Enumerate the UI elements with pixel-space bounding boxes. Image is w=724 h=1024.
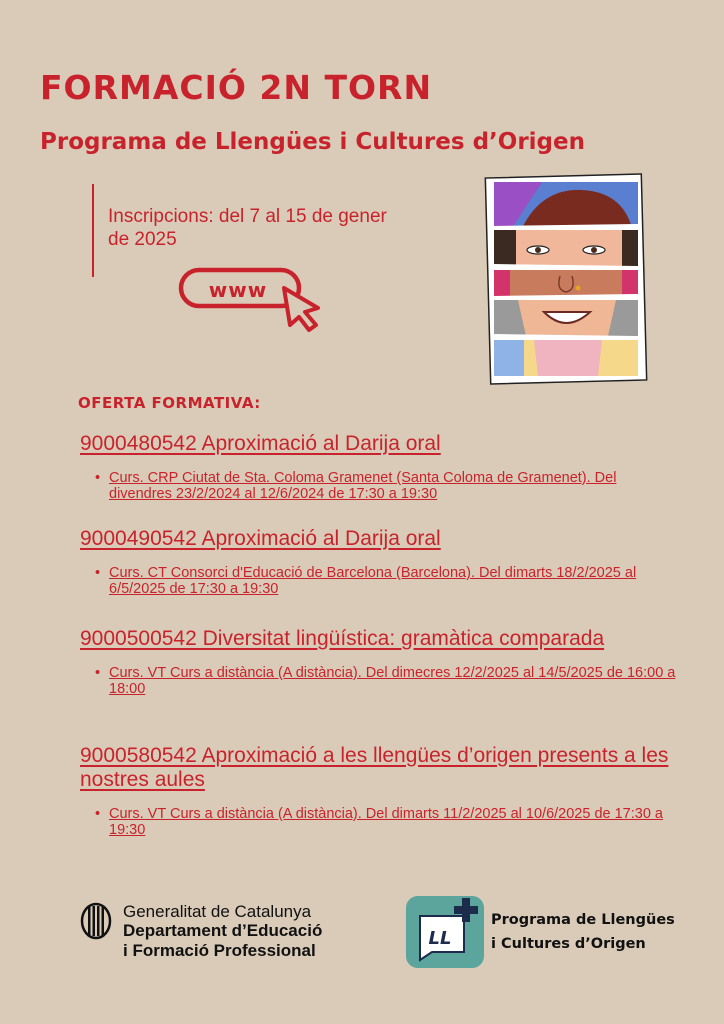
gencat-name: Generalitat de Catalunya	[123, 902, 312, 921]
course-detail-link[interactable]: • Curs. CT Consorci d'Educació de Barcelona (Barcelona). Del dimarts 18/2/2025 al 6/5/2025 de 17:30 a 19:30	[109, 565, 679, 597]
course-title-link[interactable]: 9000480542 Aproximació al Darija oral	[80, 432, 441, 455]
department-name: Departament d’Educació	[123, 921, 323, 940]
web-link-icon[interactable]	[178, 264, 328, 334]
course-title-link[interactable]: 9000580542 Aproximació a les llengües d’origen presents a les nostres aules	[80, 744, 669, 791]
course-title-link[interactable]: 9000490542 Aproximació al Darija oral	[80, 527, 441, 550]
www-label: www	[208, 278, 268, 302]
ll-program-logo	[406, 896, 484, 968]
page-subtitle: Programa de Llengües i Cultures d’Origen	[40, 129, 585, 155]
collage-portrait-illustration	[482, 170, 650, 388]
course-detail-link[interactable]: • Curs. CRP Ciutat de Sta. Coloma Gramenet (Santa Coloma de Gramenet). Del divendres 23/2/2024 al 12/6/2024 de 17:30 a 19:30	[109, 470, 679, 502]
divider-line	[92, 184, 94, 277]
ll-program-line1: Programa de Llengües	[491, 912, 675, 928]
course-item	[80, 527, 680, 597]
course-title-link[interactable]: 9000500542 Diversitat lingüística: gramàtica comparada	[80, 627, 605, 650]
course-detail-link[interactable]: • Curs. VT Curs a distància (A distància). Del dimecres 12/2/2025 al 14/5/2025 de 16:00 a 18:00	[109, 665, 679, 697]
ll-program-name	[491, 908, 675, 956]
registration-dates: Inscripcions: del 7 al 15 de gener de 2025	[108, 206, 387, 250]
gencat-emblem-icon	[80, 902, 112, 940]
page-title: FORMACIÓ 2N TORN	[40, 68, 433, 107]
ll-logo-text: LL	[428, 928, 452, 949]
section-title: OFERTA FORMATIVA:	[78, 394, 261, 412]
gencat-logo-block	[80, 902, 380, 972]
course-item	[80, 432, 680, 502]
ll-program-line2: i Cultures d’Origen	[491, 936, 646, 952]
department-name-2: i Formació Professional	[123, 941, 316, 960]
course-detail-link[interactable]: • Curs. VT Curs a distància (A distància). Del dimarts 11/2/2025 al 10/6/2025 de 17:30 a 19:30	[109, 806, 679, 838]
cursor-icon	[284, 288, 318, 330]
course-item	[80, 744, 680, 838]
course-item	[80, 627, 680, 697]
